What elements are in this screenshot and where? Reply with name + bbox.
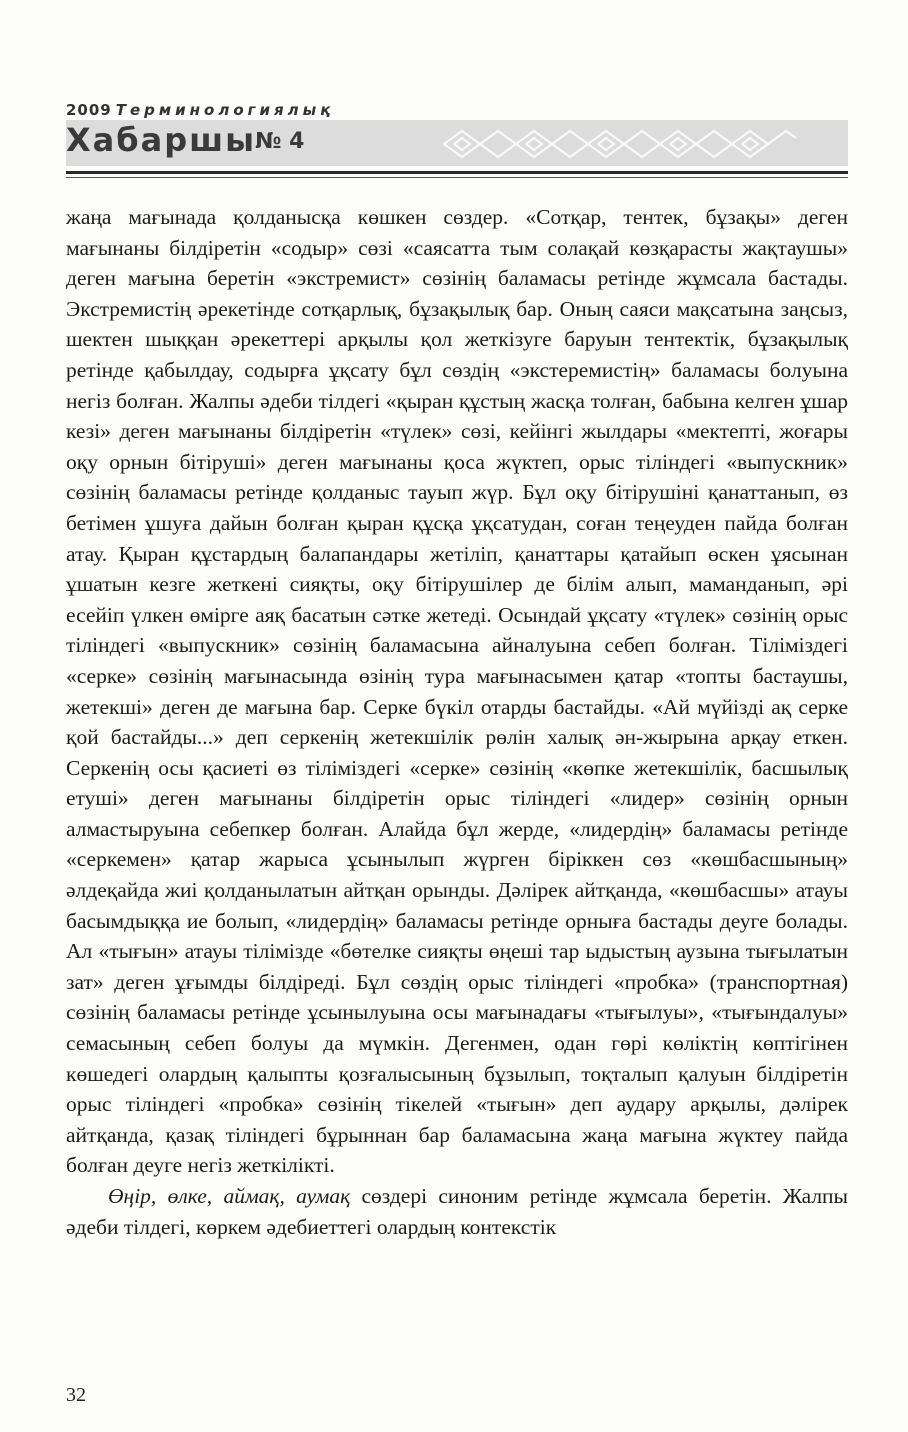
- header-year: 2009: [66, 101, 112, 119]
- header-rule-thick: [66, 171, 848, 174]
- article-body: [66, 202, 848, 1242]
- paragraph: [66, 1181, 848, 1242]
- italic-terms: Өңір, өлке, аймақ, аумақ: [108, 1184, 351, 1208]
- header-rule-thin: [66, 177, 848, 178]
- header-issue-number: № 4: [255, 129, 305, 154]
- paragraph: жаңа мағынада қолданысқа көшкен сөздер. «Сотқар, тентек, бұзақы» деген мағынаны білдіретін «содыр» сөзі «саясатта тым солақай көзқарасты жақтаушы» деген мағына беретін «экстремист» сөзінің баламасы ретінде жұмсала бастады. Экстремистің әрекетінде сотқарлық, бұзақылық бар. Оның саяси мақсатына заңсыз, шектен шыққан әрекеттері арқылы қол жеткізуге баруын тентектік, бұзақылық ретінде қабылдау, содырға ұқсату бұл сөздің «экстеремистің» баламасы болуына негіз болған. Жалпы әдеби тілдегі «қыран құстың жасқа толған, бабына келген ұшар кезі» деген мағынаны білдіретін «түлек» сөзі, кейінгі жылдары «мектепті, жоғары оқу орнын бітіруші» деген мағынаны қоса жүктеп, орыс тіліндегі «выпускник» сөзінің баламасы ретінде қолданыс тауып жүр. Бұл оқу бітірушіні қанаттанып, өз бетімен ұшуға дайын болған қыран құсқа ұқсатудан, соған теңеуден пайда болған атау. Қыран құстардың балапандары жетіліп, қанаттары қатайып өскен ұясынан ұшатын кезге жеткені сияқты, оқу бітірушілер де білім алып, маманданып, әрі есейіп үлкен өмірге аяқ басатын сәтке жетеді. Осындай ұқсату «түлек» сөзінің орыс тіліндегі «выпускник» сөзінің баламасына айналуына себеп болған. Тіліміздегі «серке» сөзінің мағынасында өзінің тура мағынасымен қатар «топты бастаушы, жетекші» деген де мағына бар. Серке бүкіл отарды бастайды. «Ай мүйізді ақ серке қой бастайды...» деп серкенің жетекшілік рөлін халық ән-жырына арқау еткен. Серкенің осы қасиеті өз тіліміздегі «серке» сөзінің «көпке жетекшілік, басшылық етуші» деген мағынаны білдіретін орыс тіліндегі «лидер» сөзінің орнын алмастыруына себепкер болған. Алайда бұл жерде, «лидердің» баламасы ретінде «серкемен» қатар жарыса ұсынылып жүрген біріккен сөз «көшбасшының» әлдеқайда жиі қолданылатын айтқан орынды. Дәлірек айтқанда, «көшбасшы» атауы басымдыққа ие болып, «лидердің» баламасы ретінде орныға бастады деуге болады. Ал «тығын» атауы тілімізде «бөтелке сияқты өңеші тар ыдыстың аузына тығылатын зат» деген ұғымды білдіреді. Бұл сөздің орыс тіліндегі «пробка» (транспортная) сөзінің баламасы ретінде ұсынылуына осы мағынадағы «тығылуы», «тығындалуы» семасының себеп болуы да мүмкін. Дегенмен, одан гөрі көліктің көптігінен көшедегі олардың қалыпты қозғалысының бұзылып, тоқталып қалуын білдіретін орыс тіліндегі «пробка» сөзінің тікелей «тығын» деп аудару арқылы, дәлірек айтқанда, қазақ тіліндегі бұрыннан бар баламасына жаңа мағына жүктеу пайда болған деуге негіз жеткілікті.: [66, 205, 848, 1178]
- page-number: 32: [66, 1384, 86, 1406]
- ornament-icon: [440, 126, 800, 162]
- paragraph-text: сөздері синоним ретінде жұмсала беретін. Жалпы әдеби тілдегі, көркем әдебиеттегі олардың контекстік: [66, 1184, 849, 1239]
- header-kicker: [66, 101, 334, 119]
- header-title: Хабаршы: [66, 121, 257, 159]
- header-journal-name: Терминологиялық: [115, 101, 335, 119]
